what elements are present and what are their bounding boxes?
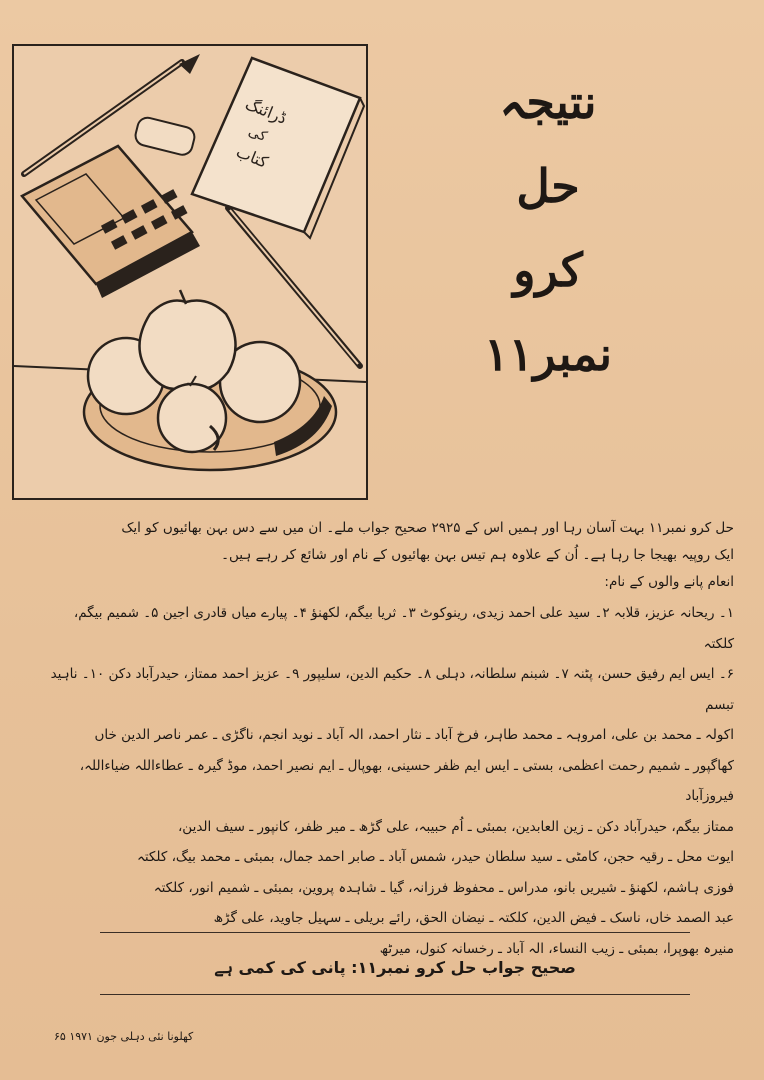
book-text-line3: کتاب (233, 142, 271, 172)
title-number: نمبر۱۱ (483, 327, 613, 381)
winners-heading: انعام پانے والوں کے نام: (604, 574, 734, 590)
publication-line: کھلونا نئی دہلی جون ۱۹۷۱ (69, 1030, 194, 1043)
title-do: کرو (513, 243, 583, 297)
fruit-plate-icon (84, 290, 336, 470)
correct-answer: صحیح جواب حل کرو نمبر۱۱: پانی کی کمی ہے (214, 958, 576, 977)
list-item: فوزی ہاشم، لکھنؤ ـ شیریں بانو، مدراس ـ محفوظ فرزانہ، گیا ـ شاہدہ پروین، بمبئی ـ شمیم انور، کلکتہ (153, 879, 734, 896)
page-footer (54, 1030, 234, 1043)
eraser-icon (133, 116, 196, 157)
paint-box-icon (22, 146, 200, 298)
list-item: ۶۔ ایس ایم رفیق حسن، پٹنہ ۷۔ شبنم سلطانہ، دہلی ۸۔ حکیم الدین، سلیپور ۹۔ عزیز احمد ممتاز، حیدرآباد دکن ۱۰۔ ناہید تبسم (50, 666, 734, 713)
list-item: عبد الصمد خاں، ناسک ـ فیض الدین، کلکتہ ـ نیضان الحق، رائے بریلی ـ سہیل جاوید، علی گڑھ (213, 910, 734, 926)
list-item: ۱۔ ریحانہ عزیز، قلابہ ۲۔ سید علی احمد زیدی، رینوکوٹ ۳۔ ثریا بیگم، لکھنؤ ۴۔ پیارے میاں قادری اجین ۵۔ شمیم بیگم، کلکتہ (73, 605, 734, 652)
drawing-still-life (14, 46, 366, 498)
intro-line-1: حل کرو نمبر۱۱ بہت آسان رہا اور ہمیں اس کے ۲۹۲۵ صحیح جواب ملے۔ ان میں سے دس بہن بھائیوں کو ایک (121, 520, 734, 536)
list-item: منیرہ بھوپرا، بمبئی ـ زیب النساء، الہ آباد ـ رخسانہ کنول، میرٹھ (379, 940, 734, 957)
winners-list (44, 598, 734, 964)
pencil-icon (228, 208, 360, 366)
title-solve: حل (516, 159, 580, 213)
book-text-line2: کی (245, 123, 269, 146)
title-result: نتیجہ (499, 75, 597, 129)
divider-top (100, 932, 690, 933)
page-number: ۶۵ (54, 1030, 66, 1043)
drawing-book-icon (192, 58, 364, 238)
book-text-line1: ڈرائنگ (242, 94, 290, 128)
list-item: اکولہ ـ محمد بن علی، امروہہ ـ محمد طاہر، فرخ آباد ـ نثار احمد، الہ آباد ـ نوید انجم، ناگڑی ـ عمر ناصر الدین خاں (94, 727, 734, 743)
intro-line-2: ایک روپیہ بھیجا جا رہا ہے۔ اُن کے علاوہ ہم تیس بہن بھائیوں کے نام اور شائع کر رہے ہیں۔ (221, 547, 734, 563)
art-supplies-illustration (12, 44, 368, 500)
divider-bottom (100, 994, 690, 995)
article-body (44, 515, 734, 964)
list-item: ممتاز بیگم، حیدرآباد دکن ـ زین العابدین، بمبئی ـ اُم حبیبہ، علی گڑھ ـ میر ظفر، کانپور ـ سیف الدین، (177, 818, 734, 835)
list-item: کھاگپور ـ شمیم رحمت اعظمی، بستی ـ ایس ایم ظفر حسینی، بھوپال ـ ایم نصیر احمد، موڈ گیرہ ـ عطاءاللہ ضیاءاللہ، فیروزآباد (79, 757, 734, 804)
list-item: ایوت محل ـ رقیہ حجن، کامٹی ـ سید سلطان حیدر، شمس آباد ـ صابر احمد جمال، بمبئی ـ محمد بیگ، کلکتہ (136, 849, 734, 865)
title-block (468, 60, 628, 420)
